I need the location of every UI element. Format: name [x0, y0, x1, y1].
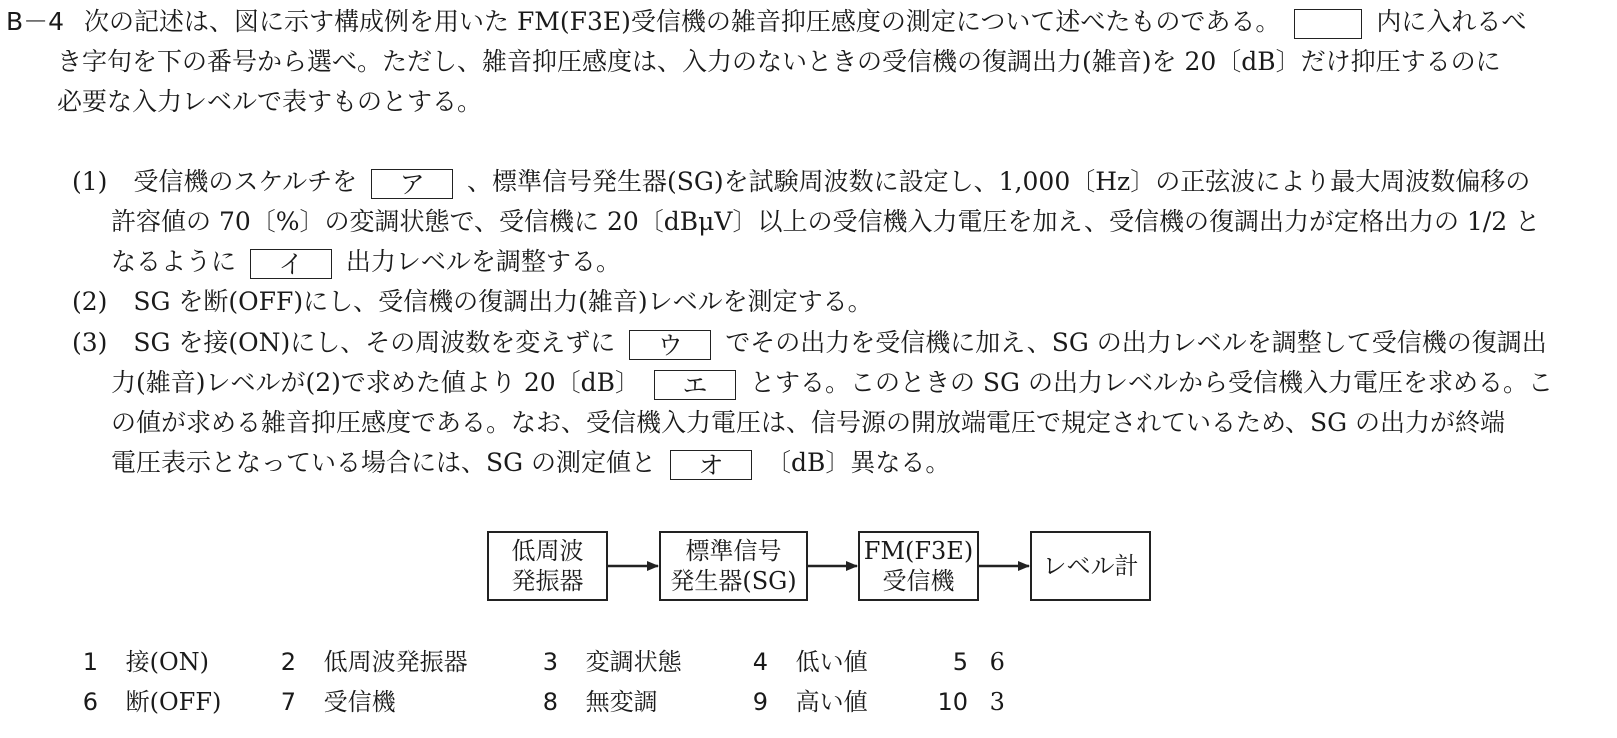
block-label: 発振器 [511, 567, 584, 595]
block-label: FM(F3E) [863, 537, 974, 565]
block-level-meter [1030, 531, 1151, 601]
option-text: 3 [989, 688, 1005, 716]
block-label: 受信機 [882, 567, 955, 595]
option-1 [70, 646, 209, 678]
question-line-2: き字句を下の番号から選べ。ただし、雑音抑圧感度は、入力のないときの受信機の復調出力(雑音)を 20〔dB〕だけ抑圧するのに [57, 47, 1501, 76]
option-number: 9 [752, 688, 768, 716]
option-number: 10 [937, 688, 968, 716]
block-lf-oscillator [487, 531, 608, 601]
option-number: 7 [280, 688, 296, 716]
option-number: 8 [542, 688, 558, 716]
item-text: 受信機のスケルチを [133, 167, 358, 196]
option-number: 2 [280, 648, 296, 676]
question-number: B－4 [6, 7, 65, 36]
item-1-line-2: 許容値の 70〔%〕の変調状態で、受信機に 20〔dBμV〕以上の受信機入力電圧を加え、受信機の復調出力が定格出力の 1/2 と [111, 207, 1541, 236]
item-number: (1) [72, 167, 108, 196]
block-label: 標準信号 [685, 537, 782, 565]
option-text: 接(ON) [125, 648, 210, 676]
option-3 [530, 646, 682, 678]
question-text: 内に入れるべ [1376, 7, 1527, 36]
option-2 [268, 646, 468, 678]
block-label: 低周波 [511, 537, 584, 565]
item-text: SG を接(ON)にし、その周波数を変えずに [133, 328, 616, 357]
option-text: 変調状態 [585, 648, 682, 676]
option-text: 低い値 [795, 648, 868, 676]
item-text: 、標準信号発生器(SG)を試験周波数に設定し、1,000〔Hz〕の正弦波により最大周波数偏移の [467, 167, 1531, 196]
item-text: 〔dB〕異なる。 [765, 448, 951, 477]
answer-blank-u: ウ [629, 330, 711, 360]
answer-blank-e: エ [654, 370, 736, 400]
option-text: 断(OFF) [125, 688, 222, 716]
option-number: 4 [752, 648, 768, 676]
block-label: レベル計 [1042, 552, 1139, 580]
option-6 [70, 686, 221, 718]
answer-blank-i: イ [250, 249, 332, 279]
item-3-line-3: の値が求める雑音抑圧感度である。なお、受信機入力電圧は、信号源の開放端電圧で規定されているため、SG の出力が終端 [111, 408, 1506, 437]
answer-blank-a: ア [371, 169, 453, 199]
block-fm-receiver [858, 531, 979, 601]
option-9 [740, 686, 868, 718]
item-text: でその出力を受信機に加え、SG の出力レベルを調整して受信機の復調出 [725, 328, 1547, 357]
block-label: 発生器(SG) [670, 567, 797, 595]
item-text: SG を断(OFF)にし、受信機の復調出力(雑音)レベルを測定する。 [133, 287, 873, 316]
option-number: 5 [952, 648, 968, 676]
item-number: (2) [72, 287, 108, 316]
item-text: 出力レベルを調整する。 [345, 247, 621, 276]
item-text: 力(雑音)レベルが(2)で求めた値より 20〔dB〕 [111, 368, 641, 397]
option-text: 受信機 [323, 688, 396, 716]
item-number: (3) [72, 328, 108, 357]
option-7 [268, 686, 396, 718]
option-text: 高い値 [795, 688, 868, 716]
option-text: 低周波発振器 [323, 648, 468, 676]
option-8 [530, 686, 658, 718]
question-line-3: 必要な入力レベルで表すものとする。 [57, 87, 483, 116]
item-text: なるように [111, 247, 237, 276]
option-number: 3 [542, 648, 558, 676]
answer-blank-o: オ [670, 450, 752, 480]
option-4 [740, 646, 868, 678]
question-text: 次の記述は、図に示す構成例を用いた FM(F3E)受信機の雑音抑圧感度の測定について述べたものである。 [84, 7, 1281, 36]
option-5 [932, 646, 1005, 678]
option-number: 6 [82, 688, 98, 716]
block-signal-generator [659, 531, 808, 601]
option-10 [932, 686, 1005, 718]
item-text: 電圧表示となっている場合には、SG の測定値と [111, 448, 657, 477]
option-text: 6 [989, 648, 1005, 676]
option-text: 無変調 [585, 688, 658, 716]
item-text: とする。このときの SG の出力レベルから受信機入力電圧を求める。こ [749, 368, 1553, 397]
option-number: 1 [82, 648, 98, 676]
